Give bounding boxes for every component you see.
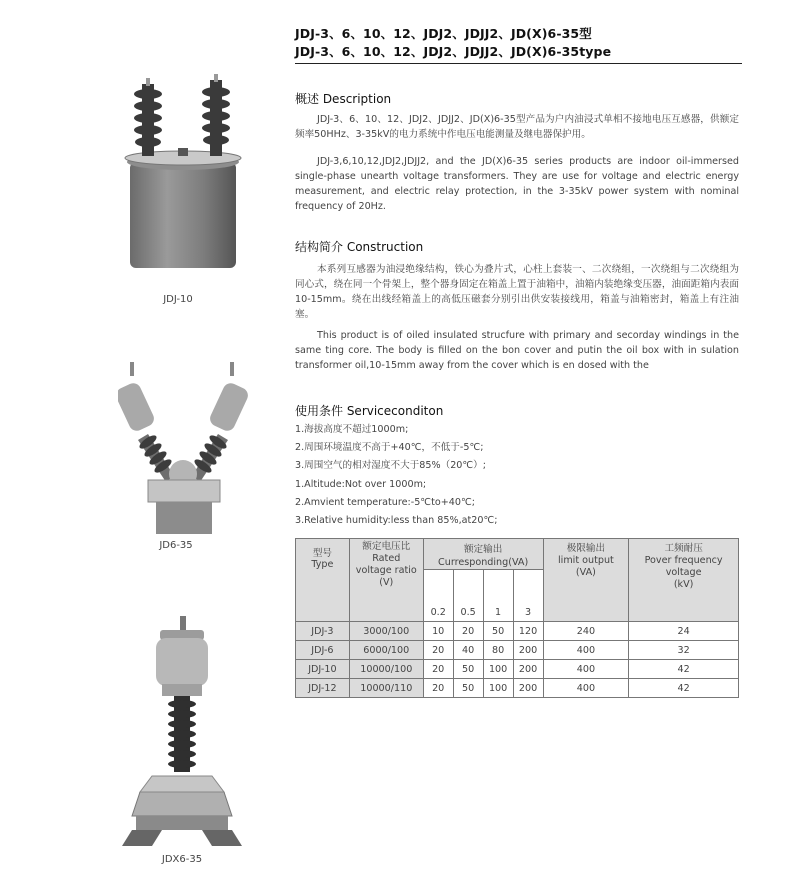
- cell-output: 200: [513, 679, 543, 698]
- caption-jdx635: JDX6-35: [161, 854, 203, 865]
- cell-ratio: 10000/110: [349, 679, 423, 698]
- jdj10-transformer-image: [118, 74, 248, 274]
- service-item: 2.Amvient temperature:-5℃to+40℃;: [295, 497, 475, 508]
- header-type: 型号 Type: [296, 539, 350, 622]
- cell-ratio: 6000/100: [349, 641, 423, 660]
- cell-type: JDJ-12: [296, 679, 350, 698]
- page-title-en: JDJ-3、6、10、12、JDJ2、JDJJ2、JD(X)6-35type: [295, 44, 612, 59]
- cell-output: 200: [513, 660, 543, 679]
- description-text-cn: JDJ-3、6、10、12、JDJ2、JDJJ2、JD(X)6-35型产品为户内油浸式单相不接地电压互感器，供额定频率50HHz、3-35kV的电力系统中作电压电能测量及继电器保护用。: [295, 114, 739, 140]
- service-item: 2.周围环境温度不高于+40℃，不低于-5℃;: [295, 442, 484, 453]
- cell-output: 20: [423, 679, 453, 698]
- page-title-cn: JDJ-3、6、10、12、JDJ2、JDJJ2、JD(X)6-35型: [295, 26, 592, 41]
- cell-limit: 400: [543, 679, 629, 698]
- header-class-1: 1: [483, 570, 513, 622]
- cell-output: 20: [453, 622, 483, 641]
- description-text-en: JDJ-3,6,10,12,JDJ2,JDJJ2, and the JD(X)6-35 series products are indoor oil-immersed single-phase unearth voltage transformers. They are use for voltage and electric energy measurement, and electric relay protection, in the 3-35kV power system with nominal frequency of 20Hz.: [295, 156, 739, 212]
- caption-jdj10: JDJ-10: [163, 294, 193, 305]
- cell-ratio: 10000/100: [349, 660, 423, 679]
- header-class-05: 0.5: [453, 570, 483, 622]
- cell-limit: 240: [543, 622, 629, 641]
- cell-power: 32: [629, 641, 739, 660]
- cell-output: 40: [453, 641, 483, 660]
- construction-heading: 结构简介 Construction: [295, 240, 424, 254]
- service-item: 1.海拔高度不超过1000m;: [295, 424, 409, 435]
- cell-ratio: 3000/100: [349, 622, 423, 641]
- service-item: 1.Altitude:Not over 1000m;: [295, 479, 427, 490]
- description-heading: 概述 Description: [295, 92, 392, 106]
- table-row: [296, 679, 739, 698]
- cell-output: 10: [423, 622, 453, 641]
- cell-output: 50: [483, 622, 513, 641]
- header-class-02: 0.2: [423, 570, 453, 622]
- cell-output: 20: [423, 641, 453, 660]
- cell-output: 100: [483, 660, 513, 679]
- construction-text-en: This product is of oiled insulated strucfure with primary and secorday windings in the same ting core. The body is filled on the bon cover and putin the oil box with in sulation transformer oil,10-15mm away from the cover which is en dosed with the: [295, 330, 739, 371]
- caption-jd635: JD6-35: [159, 540, 193, 551]
- service-item: 3.周围空气的相对湿度不大于85%（20℃）;: [295, 460, 487, 471]
- cell-type: JDJ-3: [296, 622, 350, 641]
- cell-limit: 400: [543, 641, 629, 660]
- table-row: [296, 660, 739, 679]
- spec-table: [295, 538, 739, 698]
- service-item: 3.Relative humidity:less than 85%,at20℃;: [295, 515, 498, 526]
- cell-output: 120: [513, 622, 543, 641]
- header-power: 工频耐压 Pover frequency voltage (kV): [629, 539, 739, 622]
- table-header-row: [296, 539, 739, 570]
- title-divider: [295, 63, 742, 64]
- service-heading: 使用条件 Serviceconditon: [295, 404, 444, 418]
- jd635-transformer-image: [118, 362, 248, 537]
- cell-output: 80: [483, 641, 513, 660]
- table-row: [296, 622, 739, 641]
- table-row: [296, 641, 739, 660]
- cell-output: 200: [513, 641, 543, 660]
- jdx635-transformer-image: [122, 616, 242, 848]
- construction-text-cn: 本系列互感器为油浸绝缘结构，铁心为叠片式，心柱上套装一、二次绕组，一次绕组与二次绕组为同心式，绕在同一个骨架上，整个器身固定在箱盖上置于油箱中，油箱内装绝缘变压器，油面距箱内表面10-15mm。绕在出线经箱盖上的高低压磁套分别引出供安装接线用，箱盖与油箱密封，箱盖上有注油塞。: [295, 264, 739, 320]
- header-output: 额定输出 Curresponding(VA): [423, 539, 543, 570]
- cell-type: JDJ-10: [296, 660, 350, 679]
- cell-power: 24: [629, 622, 739, 641]
- cell-output: 50: [453, 660, 483, 679]
- header-class-3: 3: [513, 570, 543, 622]
- cell-type: JDJ-6: [296, 641, 350, 660]
- header-limit: 极限输出 limit output (VA): [543, 539, 629, 622]
- cell-output: 100: [483, 679, 513, 698]
- cell-limit: 400: [543, 660, 629, 679]
- cell-power: 42: [629, 679, 739, 698]
- cell-output: 50: [453, 679, 483, 698]
- cell-output: 20: [423, 660, 453, 679]
- header-ratio: 额定电压比 Rated voltage ratio (V): [349, 539, 423, 622]
- cell-power: 42: [629, 660, 739, 679]
